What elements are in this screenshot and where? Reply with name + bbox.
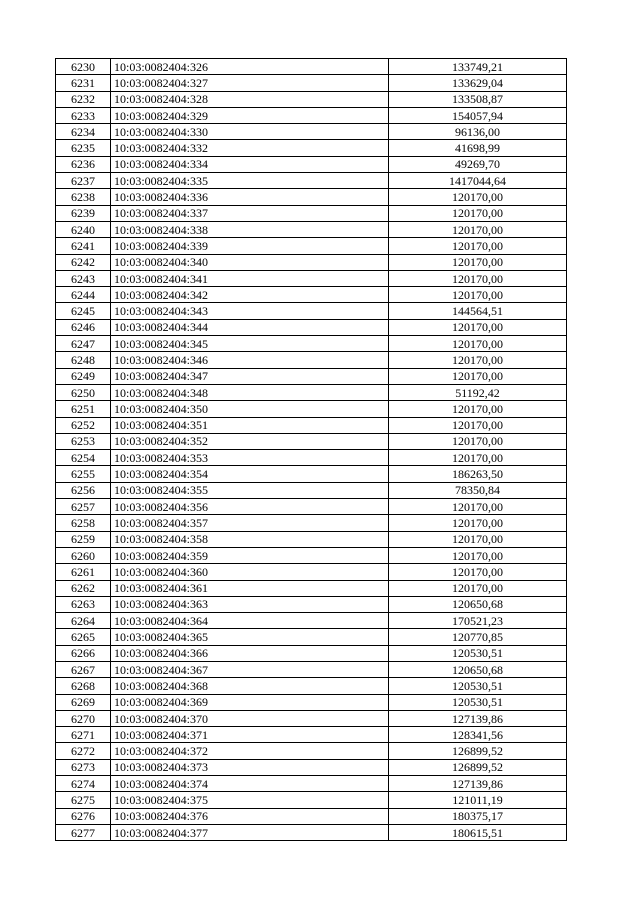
value-cell: 120170,00 <box>389 287 567 303</box>
row-number-cell: 6272 <box>56 743 111 759</box>
value-cell: 120170,00 <box>389 515 567 531</box>
cadastral-number-cell: 10:03:0082404:359 <box>111 547 389 563</box>
table-row <box>56 743 567 759</box>
value-cell: 120170,00 <box>389 580 567 596</box>
row-number-cell: 6252 <box>56 417 111 433</box>
value-cell: 120170,00 <box>389 189 567 205</box>
value-cell: 78350,84 <box>389 482 567 498</box>
row-number-cell: 6253 <box>56 433 111 449</box>
row-number-cell: 6246 <box>56 319 111 335</box>
cadastral-number-cell: 10:03:0082404:363 <box>111 596 389 612</box>
table-row <box>56 205 567 221</box>
row-number-cell: 6247 <box>56 336 111 352</box>
table-row <box>56 173 567 189</box>
value-cell: 144564,51 <box>389 303 567 319</box>
cadastral-number-cell: 10:03:0082404:366 <box>111 645 389 661</box>
cadastral-number-cell: 10:03:0082404:332 <box>111 140 389 156</box>
row-number-cell: 6255 <box>56 466 111 482</box>
cadastral-number-cell: 10:03:0082404:367 <box>111 661 389 677</box>
row-number-cell: 6267 <box>56 661 111 677</box>
value-cell: 120770,85 <box>389 629 567 645</box>
table-row <box>56 661 567 677</box>
value-cell: 154057,94 <box>389 107 567 123</box>
row-number-cell: 6248 <box>56 352 111 368</box>
table-row <box>56 450 567 466</box>
value-cell: 180375,17 <box>389 808 567 824</box>
value-cell: 120170,00 <box>389 417 567 433</box>
cadastral-number-cell: 10:03:0082404:336 <box>111 189 389 205</box>
cadastral-number-cell: 10:03:0082404:361 <box>111 580 389 596</box>
cadastral-number-cell: 10:03:0082404:352 <box>111 433 389 449</box>
table-row <box>56 270 567 286</box>
value-cell: 49269,70 <box>389 156 567 172</box>
value-cell: 120170,00 <box>389 433 567 449</box>
table-row <box>56 466 567 482</box>
row-number-cell: 6243 <box>56 270 111 286</box>
cadastral-number-cell: 10:03:0082404:329 <box>111 107 389 123</box>
cadastral-number-cell: 10:03:0082404:373 <box>111 759 389 775</box>
value-cell: 120530,51 <box>389 678 567 694</box>
row-number-cell: 6240 <box>56 221 111 237</box>
value-cell: 41698,99 <box>389 140 567 156</box>
table-row <box>56 547 567 563</box>
row-number-cell: 6238 <box>56 189 111 205</box>
row-number-cell: 6254 <box>56 450 111 466</box>
value-cell: 120530,51 <box>389 694 567 710</box>
cadastral-number-cell: 10:03:0082404:339 <box>111 238 389 254</box>
value-cell: 186263,50 <box>389 466 567 482</box>
cadastral-number-cell: 10:03:0082404:365 <box>111 629 389 645</box>
value-cell: 51192,42 <box>389 384 567 400</box>
table-row <box>56 776 567 792</box>
value-cell: 120170,00 <box>389 401 567 417</box>
cadastral-number-cell: 10:03:0082404:351 <box>111 417 389 433</box>
table-row <box>56 384 567 400</box>
table-row <box>56 303 567 319</box>
row-number-cell: 6237 <box>56 173 111 189</box>
row-number-cell: 6273 <box>56 759 111 775</box>
table-row <box>56 368 567 384</box>
table-row <box>56 482 567 498</box>
row-number-cell: 6270 <box>56 710 111 726</box>
value-cell: 133749,21 <box>389 59 567 75</box>
table-row <box>56 629 567 645</box>
row-number-cell: 6265 <box>56 629 111 645</box>
value-cell: 120170,00 <box>389 450 567 466</box>
cadastral-number-cell: 10:03:0082404:346 <box>111 352 389 368</box>
row-number-cell: 6277 <box>56 824 111 840</box>
value-cell: 133508,87 <box>389 91 567 107</box>
value-cell: 120170,00 <box>389 368 567 384</box>
value-cell: 120170,00 <box>389 205 567 221</box>
cadastral-number-cell: 10:03:0082404:374 <box>111 776 389 792</box>
cadastral-number-cell: 10:03:0082404:350 <box>111 401 389 417</box>
table-row <box>56 156 567 172</box>
row-number-cell: 6261 <box>56 564 111 580</box>
table-row <box>56 91 567 107</box>
table-row <box>56 694 567 710</box>
cadastral-number-cell: 10:03:0082404:354 <box>111 466 389 482</box>
cadastral-number-cell: 10:03:0082404:337 <box>111 205 389 221</box>
cadastral-number-cell: 10:03:0082404:369 <box>111 694 389 710</box>
row-number-cell: 6242 <box>56 254 111 270</box>
table-row <box>56 613 567 629</box>
cadastral-number-cell: 10:03:0082404:355 <box>111 482 389 498</box>
cadastral-number-cell: 10:03:0082404:341 <box>111 270 389 286</box>
cadastral-number-cell: 10:03:0082404:358 <box>111 531 389 547</box>
table-row <box>56 515 567 531</box>
table-row <box>56 808 567 824</box>
value-cell: 127139,86 <box>389 776 567 792</box>
row-number-cell: 6249 <box>56 368 111 384</box>
value-cell: 133629,04 <box>389 75 567 91</box>
cadastral-number-cell: 10:03:0082404:326 <box>111 59 389 75</box>
table-row <box>56 710 567 726</box>
value-cell: 120170,00 <box>389 221 567 237</box>
value-cell: 120170,00 <box>389 564 567 580</box>
value-cell: 120170,00 <box>389 319 567 335</box>
value-cell: 120170,00 <box>389 336 567 352</box>
row-number-cell: 6276 <box>56 808 111 824</box>
table-row <box>56 140 567 156</box>
row-number-cell: 6241 <box>56 238 111 254</box>
row-number-cell: 6257 <box>56 499 111 515</box>
cadastral-number-cell: 10:03:0082404:371 <box>111 727 389 743</box>
value-cell: 120650,68 <box>389 661 567 677</box>
cadastral-number-cell: 10:03:0082404:335 <box>111 173 389 189</box>
value-cell: 120170,00 <box>389 270 567 286</box>
cadastral-number-cell: 10:03:0082404:368 <box>111 678 389 694</box>
table-row <box>56 75 567 91</box>
row-number-cell: 6258 <box>56 515 111 531</box>
cadastral-number-cell: 10:03:0082404:338 <box>111 221 389 237</box>
table-row <box>56 580 567 596</box>
row-number-cell: 6263 <box>56 596 111 612</box>
table-row <box>56 678 567 694</box>
table-row <box>56 531 567 547</box>
table-row <box>56 645 567 661</box>
table-row <box>56 417 567 433</box>
row-number-cell: 6236 <box>56 156 111 172</box>
value-cell: 126899,52 <box>389 759 567 775</box>
table-row <box>56 254 567 270</box>
cadastral-number-cell: 10:03:0082404:347 <box>111 368 389 384</box>
cadastral-number-cell: 10:03:0082404:376 <box>111 808 389 824</box>
cadastral-number-cell: 10:03:0082404:372 <box>111 743 389 759</box>
value-cell: 126899,52 <box>389 743 567 759</box>
table-row <box>56 107 567 123</box>
table-row <box>56 319 567 335</box>
value-cell: 120170,00 <box>389 547 567 563</box>
row-number-cell: 6250 <box>56 384 111 400</box>
table-row <box>56 287 567 303</box>
value-cell: 127139,86 <box>389 710 567 726</box>
row-number-cell: 6275 <box>56 792 111 808</box>
cadastral-number-cell: 10:03:0082404:343 <box>111 303 389 319</box>
row-number-cell: 6245 <box>56 303 111 319</box>
table-row <box>56 352 567 368</box>
cadastral-number-cell: 10:03:0082404:345 <box>111 336 389 352</box>
table-row <box>56 221 567 237</box>
value-cell: 128341,56 <box>389 727 567 743</box>
row-number-cell: 6260 <box>56 547 111 563</box>
table-row <box>56 189 567 205</box>
value-cell: 120530,51 <box>389 645 567 661</box>
cadastral-number-cell: 10:03:0082404:356 <box>111 499 389 515</box>
row-number-cell: 6239 <box>56 205 111 221</box>
cadastral-number-cell: 10:03:0082404:342 <box>111 287 389 303</box>
cadastral-number-cell: 10:03:0082404:360 <box>111 564 389 580</box>
row-number-cell: 6269 <box>56 694 111 710</box>
cadastral-number-cell: 10:03:0082404:357 <box>111 515 389 531</box>
value-cell: 120170,00 <box>389 254 567 270</box>
cadastral-number-cell: 10:03:0082404:364 <box>111 613 389 629</box>
cadastral-number-cell: 10:03:0082404:370 <box>111 710 389 726</box>
cadastral-number-cell: 10:03:0082404:327 <box>111 75 389 91</box>
table-body <box>56 59 567 841</box>
row-number-cell: 6271 <box>56 727 111 743</box>
row-number-cell: 6251 <box>56 401 111 417</box>
row-number-cell: 6234 <box>56 124 111 140</box>
table-row <box>56 596 567 612</box>
row-number-cell: 6244 <box>56 287 111 303</box>
cadastral-number-cell: 10:03:0082404:353 <box>111 450 389 466</box>
table-row <box>56 401 567 417</box>
table-row <box>56 759 567 775</box>
table-row <box>56 336 567 352</box>
table-row <box>56 824 567 840</box>
row-number-cell: 6235 <box>56 140 111 156</box>
row-number-cell: 6274 <box>56 776 111 792</box>
cadastral-number-cell: 10:03:0082404:340 <box>111 254 389 270</box>
row-number-cell: 6233 <box>56 107 111 123</box>
row-number-cell: 6264 <box>56 613 111 629</box>
table-row <box>56 499 567 515</box>
table-row <box>56 727 567 743</box>
table-row <box>56 238 567 254</box>
table-row <box>56 124 567 140</box>
value-cell: 96136,00 <box>389 124 567 140</box>
table-row <box>56 564 567 580</box>
value-cell: 170521,23 <box>389 613 567 629</box>
row-number-cell: 6259 <box>56 531 111 547</box>
value-cell: 120170,00 <box>389 531 567 547</box>
cadastral-number-cell: 10:03:0082404:328 <box>111 91 389 107</box>
value-cell: 1417044,64 <box>389 173 567 189</box>
cadastral-number-cell: 10:03:0082404:334 <box>111 156 389 172</box>
cadastral-number-cell: 10:03:0082404:348 <box>111 384 389 400</box>
row-number-cell: 6268 <box>56 678 111 694</box>
value-cell: 120170,00 <box>389 238 567 254</box>
table-row <box>56 433 567 449</box>
row-number-cell: 6256 <box>56 482 111 498</box>
row-number-cell: 6266 <box>56 645 111 661</box>
row-number-cell: 6262 <box>56 580 111 596</box>
cadastral-number-cell: 10:03:0082404:344 <box>111 319 389 335</box>
value-cell: 121011,19 <box>389 792 567 808</box>
cadastral-number-cell: 10:03:0082404:375 <box>111 792 389 808</box>
value-cell: 120170,00 <box>389 499 567 515</box>
cadastral-number-cell: 10:03:0082404:377 <box>111 824 389 840</box>
table-row <box>56 792 567 808</box>
cadastral-number-cell: 10:03:0082404:330 <box>111 124 389 140</box>
row-number-cell: 6230 <box>56 59 111 75</box>
table-row <box>56 59 567 75</box>
value-cell: 120650,68 <box>389 596 567 612</box>
cadastral-value-table <box>55 58 567 841</box>
row-number-cell: 6232 <box>56 91 111 107</box>
value-cell: 120170,00 <box>389 352 567 368</box>
row-number-cell: 6231 <box>56 75 111 91</box>
value-cell: 180615,51 <box>389 824 567 840</box>
